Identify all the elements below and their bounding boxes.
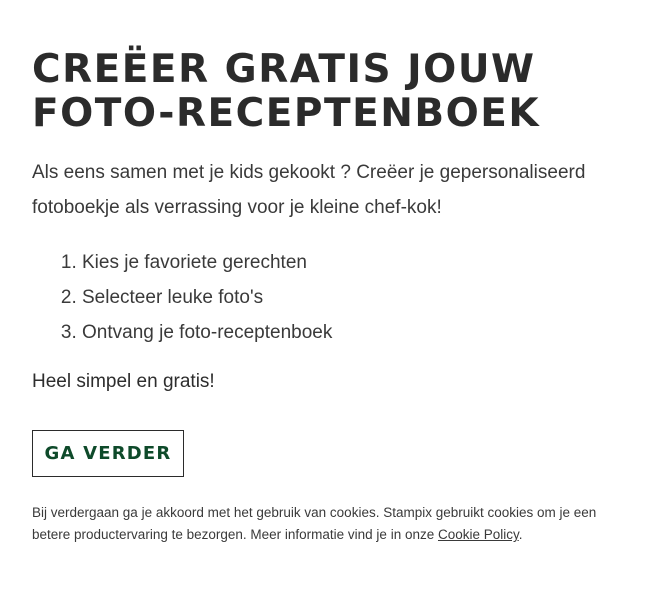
cookie-policy-link[interactable]: Cookie Policy: [437, 527, 519, 542]
step-item: 1. Kies je favoriete gerechten: [82, 245, 632, 280]
page-title-line-2: FOTO-RECEPTENBOEK: [32, 91, 541, 136]
intro-text: Als eens samen met je kids gekookt ? Creëer je gepersonaliseerd fotoboekje als verrassing voor je kleine chef-kok!: [32, 162, 586, 218]
page-title: [32, 48, 632, 136]
steps-list: [32, 245, 632, 350]
continue-button[interactable]: GA VERDER: [32, 430, 184, 477]
cookie-notice-text: Bij verdergaan ga je akkoord met het gebruik van cookies. Stampix gebruikt cookies om je een betere productervaring te bezorgen. Meer informatie vind je in onze: [32, 505, 597, 542]
page-title-line-1: CREËER GRATIS JOUW: [32, 47, 536, 92]
step-item: 3. Ontvang je foto-receptenboek: [82, 315, 632, 350]
step-item: 2. Selecteer leuke foto's: [82, 280, 632, 315]
cookie-notice: [32, 502, 632, 546]
intro-card: [32, 48, 632, 546]
tagline: Heel simpel en gratis!: [32, 371, 215, 392]
cookie-notice-end: .: [518, 527, 523, 542]
